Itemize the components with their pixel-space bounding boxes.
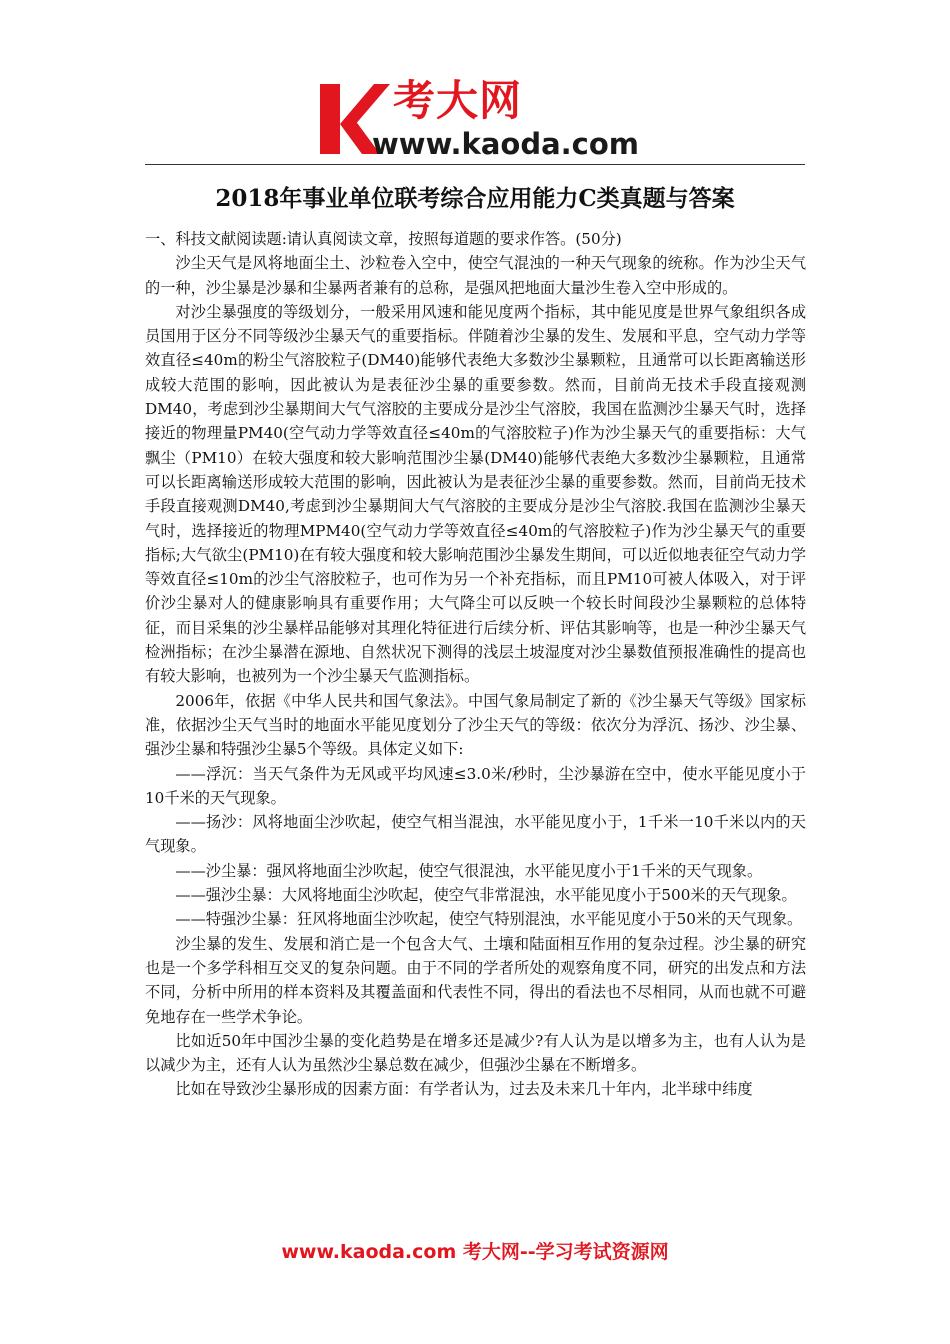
paragraph: 2006年，依据《中华人民共和国气象法》。中国气象局制定了新的《沙尘暴天气等级》国家标准，依据沙尘天气当时的地面水平能见度划分了沙尘天气的等级：依次分为浮沉、扬沙、沙尘暴、强沙尘暴和特强沙尘暴5个等级。具体定义如下: bbox=[145, 691, 806, 759]
logo-url: www.kaoda.com bbox=[372, 127, 639, 161]
paragraph: 比如近50年中国沙尘暴的变化趋势是在增多还是减少?有人认为是以增多为主，也有人认为是以减少为主，还有人认为虽然沙尘暴总数在减少，但强沙尘暴在不断增多。 bbox=[145, 1031, 806, 1075]
paragraph: 沙尘暴的发生、发展和消亡是一个包含大气、土壤和陆面相互作用的复杂过程。沙尘暴的研究也是一个多学科相互交叉的复杂问题。由于不同的学者所处的观察角度不同，研究的出发点和方法不同，分析中所用的样本资料及其覆盖面和代表性不同，得出的看法也不尽相同，从而也就不可避免地存在一些学术争论。 bbox=[145, 934, 806, 1026]
document-title: 2018年事业单位联考综合应用能力C类真题与答案 bbox=[215, 185, 735, 212]
header-divider bbox=[145, 164, 805, 165]
page-footer: www.kaoda.com 考大网--学习考试资源网 bbox=[281, 1241, 669, 1263]
document-body bbox=[145, 227, 806, 1102]
section-heading: 一、科技文献阅读题:请认真阅读文章，按照每道题的要求作答。(50分) bbox=[145, 230, 622, 248]
logo-title: 考大网 bbox=[393, 76, 523, 125]
definition-item: ——沙尘暴：强风将地面尘沙吹起，使空气很混浊，水平能见度小于1千米的天气现象。 bbox=[175, 861, 763, 880]
definition-item: ——强沙尘暴：大风将地面尘沙吹起，使空气非常混浊，水平能见度小于500米的天气现象。 bbox=[175, 886, 797, 905]
paragraph: 对沙尘暴强度的等级划分，一般采用风速和能见度两个指标，其中能见度是世界气象组织各成员国用于区分不同等级沙尘暴天气的重要指标。伴随着沙尘暴的发生、发展和平息，空气动力学等效直径≤40m的粉尘气溶胶粒子(DM40)能够代表绝大多数沙尘暴颗粒，且通常可以长距离输送形成较大范围的影响，因此被认为是表征沙尘暴的重要参数。然而，目前尚无技术手段直接观测DM40，考虑到沙尘暴期间大气气溶胶的主要成分是沙尘气溶胶，我国在监测沙尘暴天气时，选择接近的物理量PM40(空气动力学等效直径≤40m的气溶胶粒子)作为沙尘暴天气的重要指标：大气飘尘（PM10）在较大强度和较大影响范围沙尘暴(DM40)能够代表绝大多数沙尘暴颗粒，且通常可以长距离输送形成较大范围的影响，因此被认为是表征沙尘暴的重要参数。然而，目前尚无技术手段直接观测DM40,考虑到沙尘暴期间大气气溶胶的主要成分是沙尘气溶胶.我国在监测沙尘暴天气时，选择接近的物理MPM40(空气动力学等效直径≤40m的气溶胶粒子)作为沙尘暴天气的重要指标;大气欲尘(PM10)在有较大强度和较大影响范围沙尘暴发生期间，可以近似地表征空气动力学等效直径≤10m的沙尘气溶胶粒子，也可作为另一个补充指标，而且PM10可被人体吸入，对于评价沙尘暴对人的健康影响具有重要作用；大气降尘可以反映一个较长时间段沙尘暴颗粒的总体特征，而目采集的沙尘暴样品能够对其理化特征进行后续分析、评估其影响等，也是一种沙尘暴天气检洲指标；在沙尘暴潜在源地、自然状况下测得的浅层土坡湿度对沙尘暴数值预报准确性的提高也有较大影响，也被列为一个沙尘暴天气监测指标。 bbox=[145, 302, 806, 686]
definition-item: ——扬沙：风将地面尘沙吹起，使空气相当混浊，水平能见度小于，1千米一10千米以内的天气现象。 bbox=[145, 813, 806, 856]
definition-item: ——特强沙尘暴：狂风将地面尘沙吹起，使空气特别混浊，水平能见度小于50米的天气现象。 bbox=[175, 910, 803, 929]
page-header bbox=[0, 70, 950, 165]
definition-item: ——浮沉：当天气条件为无风或平均风速≤3.0米/秒时，尘沙暴游在空中，使水平能见度小于10千米的天气现象。 bbox=[145, 764, 806, 807]
paragraph: 比如在导致沙尘暴形成的因素方面：有学者认为，过去及未来几十年内，北半球中纬度 bbox=[175, 1080, 753, 1099]
paragraph: 沙尘天气是风将地面尘土、沙粒卷入空中，使空气混浊的一种天气现象的统称。作为沙尘天气的一种，沙尘暴是沙暴和尘暴两者兼有的总称，是强风把地面大量沙生卷入空中形成的。 bbox=[145, 254, 806, 297]
